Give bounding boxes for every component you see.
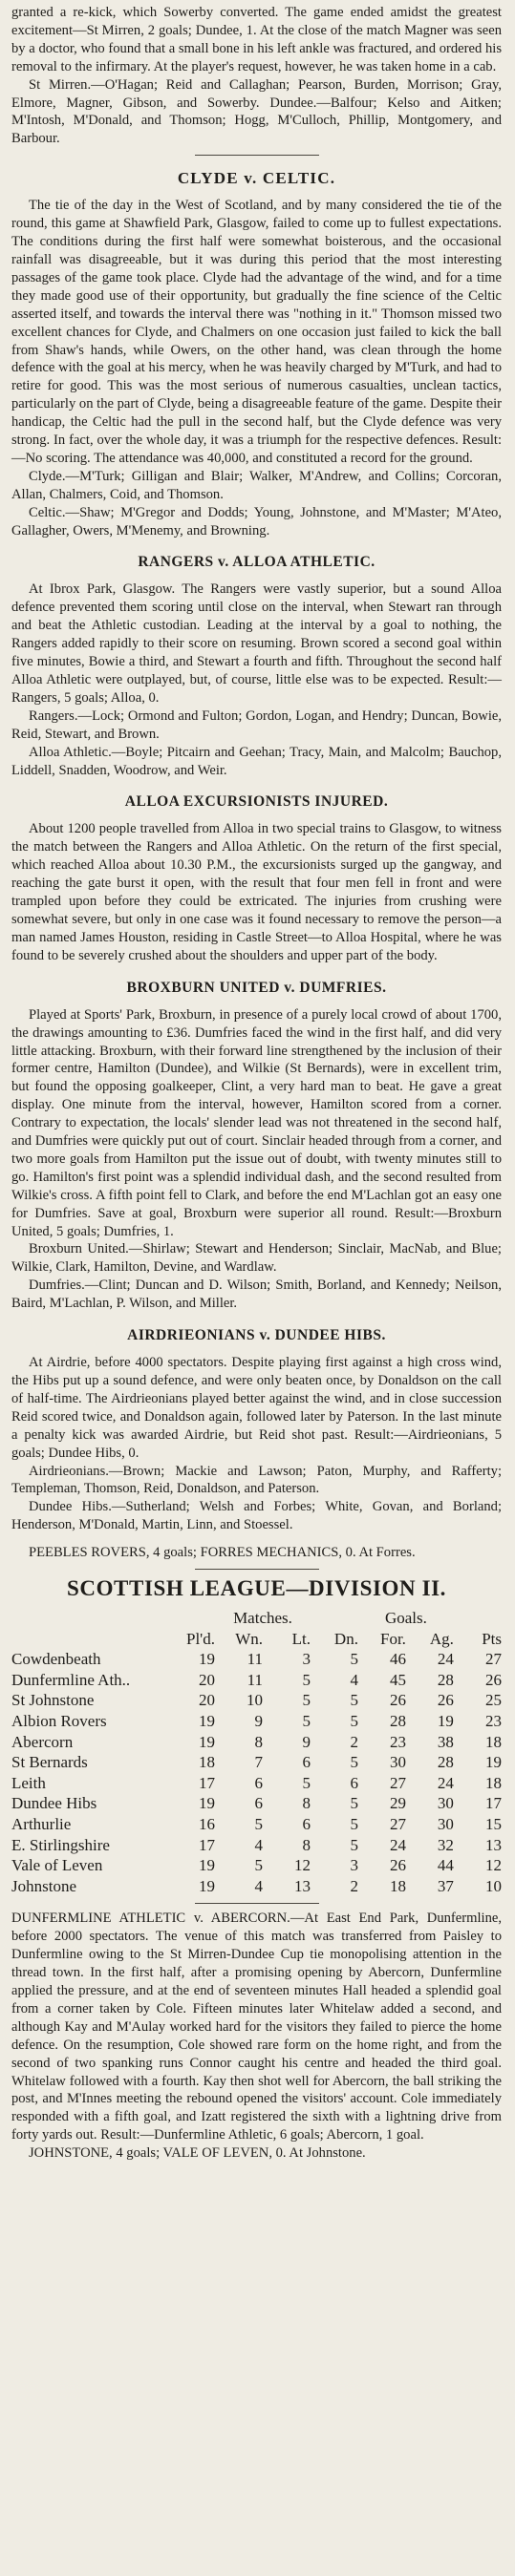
- table-cell: 27: [389, 1815, 406, 1833]
- table-cell: 19: [199, 1650, 215, 1669]
- table-cell: 24: [389, 1835, 406, 1854]
- table-cell: 4: [254, 1876, 263, 1895]
- league-title: SCOTTISH LEAGUE—DIVISION II.: [66, 1576, 447, 1601]
- table-cell: 23: [389, 1732, 406, 1751]
- table-cell: 26: [485, 1670, 502, 1689]
- table-cell: 19: [485, 1753, 502, 1772]
- table-cell: 13: [485, 1835, 502, 1854]
- table-cell: 18: [389, 1876, 406, 1895]
- team-name: Vale of Leven: [11, 1856, 103, 1875]
- table-cell: 29: [389, 1794, 406, 1813]
- alloa-excursionists-report: [11, 792, 502, 964]
- table-cell: 9: [302, 1732, 311, 1751]
- table-cell: 28: [437, 1753, 454, 1772]
- team-lineups: Clyde.—M'Turk; Gilligan and Blair; Walker, M'Andrew, and Collins; Corcoran, Allan, Chalmers, Coid, and Thomson.: [11, 468, 502, 502]
- column-header: Pts: [482, 1629, 502, 1648]
- team-name: St Bernards: [11, 1753, 88, 1772]
- st-mirren-dundee-report: [11, 4, 502, 148]
- section-heading: BROXBURN UNITED v. DUMFRIES.: [126, 979, 387, 996]
- table-cell: 26: [437, 1691, 454, 1710]
- team-name: St Johnstone: [11, 1691, 95, 1710]
- team-name: Cowdenbeath: [11, 1650, 101, 1669]
- table-cell: 26: [389, 1856, 406, 1875]
- league-table: [11, 1608, 502, 1896]
- table-cell: 10: [485, 1876, 502, 1895]
- table-cell: 28: [389, 1712, 406, 1731]
- table-cell: 19: [437, 1712, 454, 1731]
- table-cell: 24: [437, 1650, 454, 1669]
- table-cell: 18: [485, 1773, 502, 1792]
- table-cell: 23: [485, 1712, 502, 1731]
- report-paragraph: The tie of the day in the West of Scotland, and by many considered the tie of the round, this game at Shawfield Park, Glasgow, failed to come up to fullest expectations. The conditions during the first half were somewhat boisterous, and the occasional rainfall was disagreeable, but it was during this period that the most interesting passages of the game took place. Clyde had the advantage of the wind, and for a time they made good use of their opportunity, but gradually the fine science of the Celtic asserted itself, and towards the interval there was "nothing in it." Thomson missed two excellent chances for Clyde, and Chalmers on one occasion just failed to kick the ball from Shaw's hands, while Owers, on the other hand, was clean through the home defence with the goal at his mercy, when he was heavily charged by M'Turk, and had to retire for good. This was the most serious of numerous casualties, unclean tactics, particularly on the part of Clyde, being a disagreeable feature of the game. Despite their handicap, the Celtic had the pull in the second half, but the Clyde defence was very strong. In fact, over the whole day, it was a triumph for the respective defences. Result:—No scoring. The attendance was 40,000, and constituted a record for the ground.: [11, 198, 503, 466]
- johnstone-result: JOHNSTONE, 4 goals; VALE OF LEVEN, 0. At Johnstone.: [29, 2145, 366, 2162]
- table-cell: 5: [350, 1712, 358, 1731]
- table-cell: 19: [199, 1794, 215, 1813]
- table-cell: 17: [199, 1773, 215, 1792]
- table-cell: 46: [389, 1650, 406, 1669]
- table-cell: 27: [389, 1773, 406, 1792]
- section-heading: ALLOA EXCURSIONISTS INJURED.: [124, 793, 389, 811]
- team-lineups: St Mirren.—O'Hagan; Reid and Callaghan; Pearson, Burden, Morrison; Gray, Elmore, Magner, Gibson, and Sowerby. Dundee.—Balfour; Kelso and Aitken; M'Intosh, M'Donald, and Thomson; Hogg, M'Culloch, Phillip, Montgomery, and Barbour.: [11, 76, 502, 147]
- table-cell: 11: [247, 1650, 263, 1669]
- table-cell: 19: [199, 1876, 215, 1895]
- table-cell: 3: [350, 1856, 358, 1875]
- table-cell: 25: [485, 1691, 502, 1710]
- column-header: Pl'd.: [186, 1629, 215, 1648]
- table-cell: 3: [302, 1650, 311, 1669]
- table-cell: 5: [302, 1670, 311, 1689]
- table-cell: 6: [302, 1753, 311, 1772]
- table-row: [11, 1649, 502, 1670]
- table-cell: 6: [254, 1773, 263, 1792]
- rangers-alloa-report: [11, 553, 502, 779]
- column-header: Lt.: [291, 1629, 311, 1648]
- table-cell: 20: [199, 1691, 215, 1710]
- table-cell: 18: [199, 1753, 215, 1772]
- table-cell: 5: [350, 1753, 358, 1772]
- table-cell: 11: [247, 1670, 263, 1689]
- section-divider: [195, 1569, 319, 1570]
- team-name: Leith: [11, 1773, 46, 1792]
- table-column-header: [11, 1629, 502, 1650]
- table-row: [11, 1876, 502, 1897]
- table-cell: 32: [437, 1835, 454, 1854]
- column-header: Dn.: [333, 1629, 358, 1648]
- airdrie-dundee-hibs-report: [11, 1326, 502, 1534]
- report-paragraph: Played at Sports' Park, Broxburn, in presence of a purely local crowd of about 1700, the drawings amounting to £36. Dumfries faced the wind in the first half, and did very little attacking. Broxburn, with their forward line strengthened by the inclusion of their former centre, Hamilton (Dundee), and Wilkie (St Bernards), were in excellent trim, but found the opposing goalkeeper, Clint, a very hard man to beat. He gave a great display. One minute from the interval, however, Hamilton scored from a corner. Contrary to expectation, the locals' slender lead was not threatened in the second half, and Dumfries were quickly put out of court. Sinclair headed through from a corner, and two more goals from Hamilton put the issue out of doubt, with twenty minutes still to go. Hamilton's first point was a splendid individual dash, and the second resulted from Wilkie's cross. A fifth point fell to Clark, and before the end M'Lachlan got an easy one for Dumfries. Save at goal, Broxburn were superior all round. Result:—Broxburn United, 5 goals; Dumfries, 1.: [11, 1006, 502, 1239]
- table-cell: 2: [350, 1732, 358, 1751]
- team-name: Albion Rovers: [11, 1712, 107, 1731]
- table-cell: 20: [199, 1670, 215, 1689]
- table-cell: 19: [199, 1712, 215, 1731]
- section-heading: RANGERS v. ALLOA ATHLETIC.: [138, 554, 376, 571]
- table-row: [11, 1690, 502, 1711]
- section-divider: [195, 1903, 319, 1904]
- table-cell: 9: [254, 1712, 263, 1731]
- table-cell: 4: [254, 1835, 263, 1854]
- section-heading: CLYDE v. CELTIC.: [177, 169, 336, 188]
- table-cell: 5: [254, 1856, 263, 1875]
- column-header: Ag.: [429, 1629, 454, 1648]
- table-cell: 5: [350, 1794, 358, 1813]
- clyde-celtic-report: [11, 169, 502, 539]
- table-cell: 19: [199, 1732, 215, 1751]
- column-header: For.: [380, 1629, 406, 1648]
- report-paragraph: About 1200 people travelled from Alloa in two special trains to Glasgow, to witness the match between the Rangers and Alloa Athletic. On the return of the first special, which reached Alloa about 10.30 P.M., the excursionists surged up the gangway, and reaching the gate burst it open, with the result that four men fell in front and were trampled upon before they could be extricated. The injuries from crushing were somewhat severe, but only in one case was it found necessary to remove the person—a man named James Houston, residing in Castle Street—to Alloa Hospital, where he was found to be severely crushed about the shoulders and upper part of the body.: [11, 821, 502, 963]
- table-cell: 5: [254, 1815, 263, 1833]
- table-row: [11, 1773, 502, 1794]
- section-divider: [195, 155, 319, 156]
- table-cell: 17: [485, 1794, 502, 1813]
- table-row: [11, 1793, 502, 1814]
- broxburn-dumfries-report: [11, 979, 502, 1313]
- team-lineups: Dumfries.—Clint; Duncan and D. Wilson; Smith, Borland, and Kennedy; Neilson, Baird, M'Lachlan, P. Wilson, and Miller.: [11, 1277, 502, 1312]
- table-cell: 5: [350, 1835, 358, 1854]
- table-cell: 5: [302, 1691, 311, 1710]
- table-cell: 5: [350, 1691, 358, 1710]
- team-lineups: Rangers.—Lock; Ormond and Fulton; Gordon, Logan, and Hendry; Duncan, Bowie, Reid, Stewart, and Brown.: [11, 707, 502, 742]
- table-cell: 45: [389, 1670, 406, 1689]
- report-paragraph: At Airdrie, before 4000 spectators. Despite playing first against a high cross wind, the Hibs put up a sound defence, and were only beaten once, by Donaldson on the call of half-time. The Airdrieonians played better against the wind, and in close succession Reid scored twice, and Donaldson again, followed later by Paterson. In the last minute a penalty kick was awarded Airdrie, but Reid shot past. Result:—Airdrieonians, 5 goals; Dundee Hibs, 0.: [11, 1355, 502, 1461]
- table-row: [11, 1835, 502, 1856]
- peebles-result: PEEBLES ROVERS, 4 goals; FORRES MECHANICS, 0. At Forres.: [29, 1545, 416, 1561]
- table-cell: 18: [485, 1732, 502, 1751]
- table-row: [11, 1752, 502, 1773]
- table-cell: 6: [302, 1815, 311, 1833]
- table-cell: 37: [437, 1876, 454, 1895]
- table-cell: 17: [199, 1835, 215, 1854]
- report-lead: DUNFERMLINE ATHLETIC v. ABERCORN.—At East: [11, 1911, 351, 1927]
- table-cell: 16: [199, 1815, 215, 1833]
- table-row: [11, 1670, 502, 1691]
- table-cell: 12: [485, 1856, 502, 1875]
- table-cell: 6: [254, 1794, 263, 1813]
- table-cell: 4: [350, 1670, 358, 1689]
- league-table-section: [11, 1575, 502, 1896]
- team-lineups: Alloa Athletic.—Boyle; Pitcairn and Geehan; Tracy, Main, and Malcolm; Bauchop, Liddell, Snadden, Woodrow, and Weir.: [11, 744, 502, 778]
- table-row: [11, 1711, 502, 1732]
- table-cell: 2: [350, 1876, 358, 1895]
- table-cell: 19: [199, 1856, 215, 1875]
- table-cell: 44: [437, 1856, 454, 1875]
- team-name: Johnstone: [11, 1876, 76, 1895]
- section-heading: AIRDRIEONIANS v. DUNDEE HIBS.: [127, 1327, 386, 1344]
- table-cell: 6: [350, 1773, 358, 1792]
- table-cell: 28: [437, 1670, 454, 1689]
- table-cell: 38: [437, 1732, 454, 1751]
- table-cell: 7: [254, 1753, 263, 1772]
- table-cell: 5: [302, 1712, 311, 1731]
- team-name: Arthurlie: [11, 1815, 72, 1833]
- table-cell: 26: [389, 1691, 406, 1710]
- team-name: Dunfermline Ath..: [11, 1670, 131, 1689]
- report-body: End Park, Dunfermline, before 2000 spectators. The venue of this match was transferred from Paisley to Dunfermline owing to the St Mirren-Dundee Cup tie monopolising attention in the thread town. In the first half, after a promising opening by Abercorn, Dunfermline applied the pressure, and at the end of seventeen minutes Hall headed a splendid goal from a corner taken by Cole. Fifteen minutes later Whitelaw added a second, and although Kay and M'Aulay worked hard for the visitors they failed to pierce the home defence. On the resumption, Cole showed rare form on the home right, and from the second of two spanking runs Connor caught his centre and headed the third goal. Whitelaw followed with a fourth. Kay then shot well for Abercorn, the ball striking the post, and M'Innes meeting the rebound opened the visitors' account. Cole immediately responded with a fifth goal, and Izatt registered the sixth with a lightning drive from forty yards out. Result:—Dunfermline Athletic, 6 goals; Abercorn, 1 goal.: [11, 1911, 502, 2143]
- table-cell: 12: [293, 1856, 311, 1875]
- table-cell: 13: [293, 1876, 311, 1895]
- goals-group-label: Goals.: [384, 1609, 427, 1628]
- table-row: [11, 1732, 502, 1753]
- report-paragraph: granted a re-kick, which Sowerby converted. The game ended amidst the greatest excitement—St Mirren, 2 goals; Dundee, 1. At the close of the match Magner was seen by a doctor, who found that a small bone in his left ankle was fractured, and ordered his removal to the infirmary. At the player's request, however, he was taken home in a cab.: [11, 5, 502, 74]
- table-row: [11, 1855, 502, 1876]
- table-cell: 5: [350, 1815, 358, 1833]
- matches-group-label: Matches.: [233, 1609, 292, 1628]
- team-lineups: Dundee Hibs.—Sutherland; Welsh and Forbes; White, Govan, and Borland; Henderson, M'Donald, Martin, Linn, and Stoessel.: [11, 1499, 502, 1533]
- spacer: [11, 1534, 502, 1544]
- team-lineups: Celtic.—Shaw; M'Gregor and Dodds; Young, Johnstone, and M'Master; M'Ateo, Gallagher, Owers, M'Menemy, and Browning.: [11, 504, 502, 538]
- table-cell: 30: [389, 1753, 406, 1772]
- table-cell: 27: [485, 1650, 502, 1669]
- report-paragraph: At Ibrox Park, Glasgow. The Rangers were vastly superior, but a sound Alloa defence prevented them scoring until close on the interval, when Stewart ran through and beat the Athletic custodian. Leading at the interval by a goal to nothing, the Rangers added rapidly to their score on resuming. Brown scored a second goal within five minutes, Bowie a third, and Stewart a fourth and fifth. Throughout the second half Alloa Athletic were outplayed, but, of course, little else was to be expected. Result:—Rangers, 5 goals; Alloa, 0.: [11, 581, 502, 706]
- table-cell: 30: [437, 1815, 454, 1833]
- team-lineups: Airdrieonians.—Brown; Mackie and Lawson; Paton, Murphy, and Rafferty; Templeman, Thomson, Reid, Donaldson, and Paterson.: [11, 1463, 502, 1497]
- table-cell: 10: [246, 1691, 263, 1710]
- table-cell: 5: [350, 1650, 358, 1669]
- team-name: Dundee Hibs: [11, 1794, 97, 1813]
- table-cell: 30: [437, 1794, 454, 1813]
- team-name: E. Stirlingshire: [11, 1835, 110, 1854]
- table-cell: 24: [437, 1773, 454, 1792]
- column-header: Wn.: [235, 1629, 263, 1648]
- table-cell: 8: [302, 1794, 311, 1813]
- table-cell: 15: [485, 1815, 502, 1833]
- table-cell: 8: [254, 1732, 263, 1751]
- team-name: Abercorn: [11, 1732, 74, 1751]
- table-group-header: [11, 1608, 502, 1629]
- team-lineups: Broxburn United.—Shirlaw; Stewart and Henderson; Sinclair, MacNab, and Blue; Wilkie, Clark, Hamilton, Devine, and Wardlaw.: [11, 1241, 502, 1276]
- dunfermline-abercorn-report: [11, 1910, 502, 2144]
- table-row: [11, 1814, 502, 1835]
- report-paragraph: [11, 1910, 502, 2144]
- table-cell: 8: [302, 1835, 311, 1854]
- table-cell: 5: [302, 1773, 311, 1792]
